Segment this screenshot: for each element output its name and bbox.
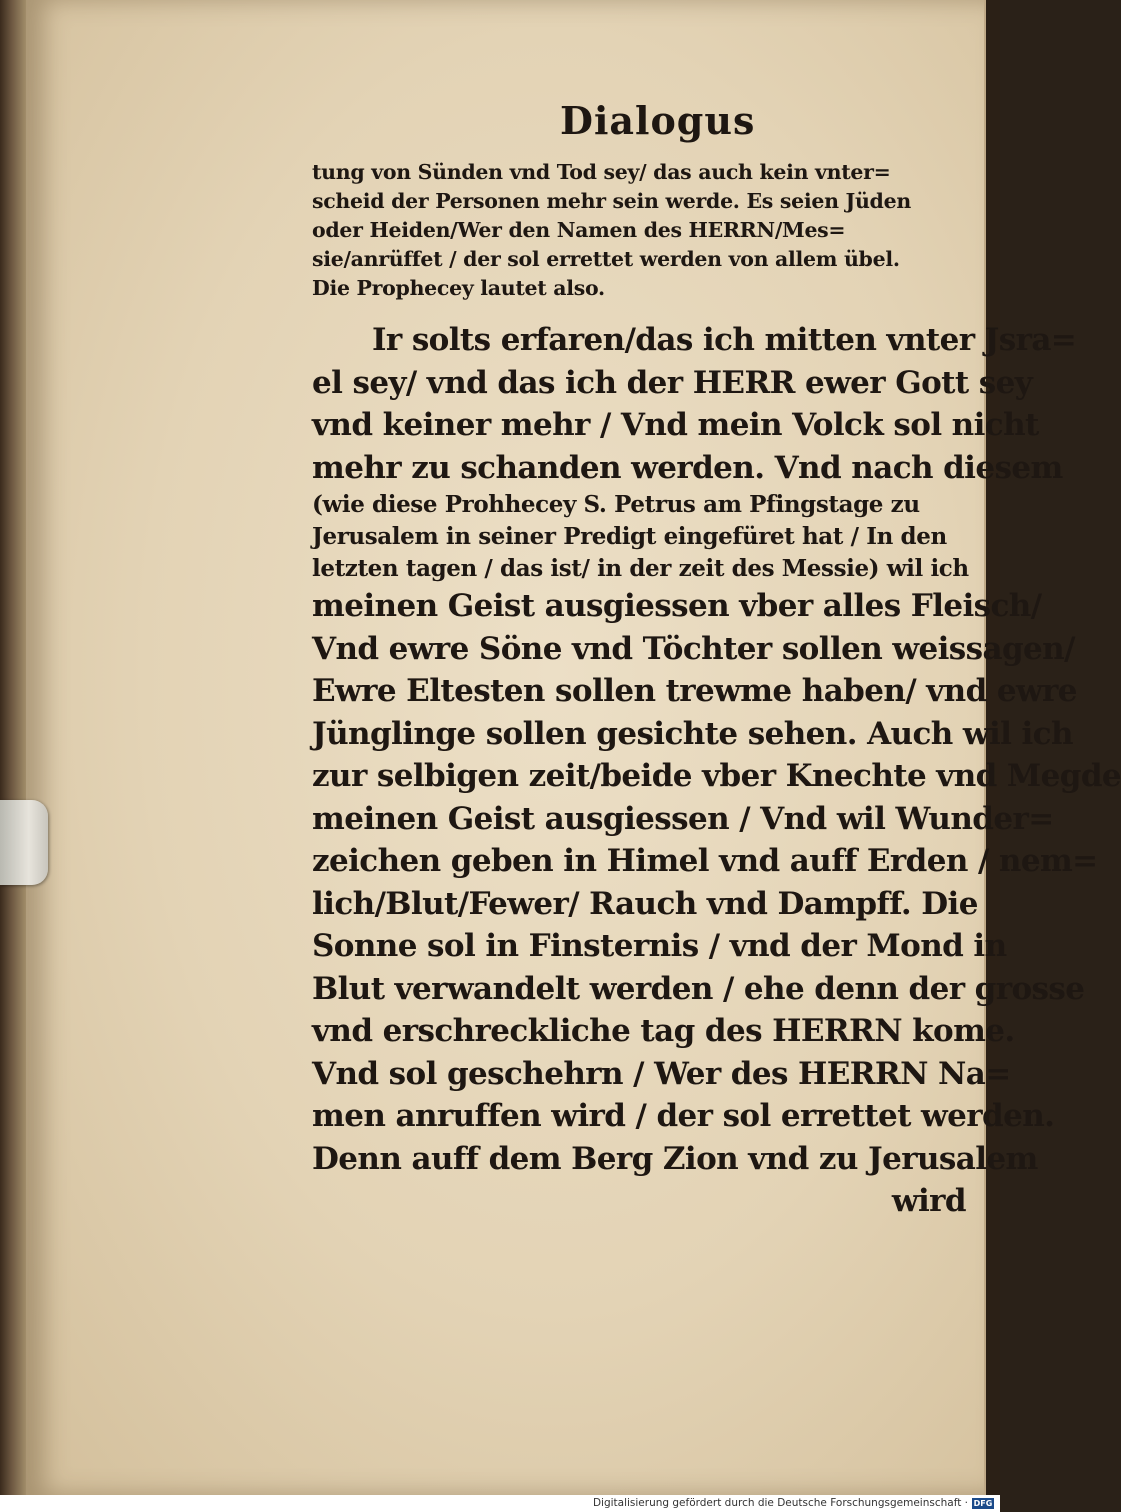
text-line: Ewre Eltesten sollen trewme haben/ vnd ewre bbox=[312, 673, 1077, 709]
book-binding bbox=[0, 0, 28, 1495]
text-line: Jerusalem in seiner Predigt eingefüret hat / In den bbox=[312, 523, 947, 550]
text-line: letzten tagen / das ist/ in der zeit des Messie) wil ich bbox=[312, 555, 969, 582]
text-line: Ir solts erfaren/das ich mitten vnter Jsra= bbox=[372, 322, 1077, 358]
running-header: Dialogus bbox=[560, 98, 756, 143]
text-line: tung von Sünden vnd Tod sey/ das auch kein vnter= bbox=[312, 160, 891, 184]
page-clip bbox=[0, 800, 48, 885]
text-line: el sey/ vnd das ich der HERR ewer Gott sey bbox=[312, 364, 1033, 401]
text-line: men anruffen wird / der sol errettet werden. bbox=[312, 1098, 1055, 1134]
text-line: vnd erschreckliche tag des HERRN kome. bbox=[312, 1013, 1015, 1049]
catchword: wird bbox=[891, 1183, 966, 1219]
text-line: Vnd sol geschehrn / Wer des HERRN Na= bbox=[312, 1055, 1011, 1092]
text-line: Vnd ewre Söne vnd Töchter sollen weissagen/ bbox=[312, 630, 1075, 667]
text-line: Sonne sol in Finsternis / vnd der Mond in bbox=[312, 928, 1007, 964]
text-line: Blut verwandelt werden / ehe denn der grosse bbox=[312, 970, 1085, 1007]
text-line: meinen Geist ausgiessen vber alles Fleisch/ bbox=[312, 588, 1042, 624]
text-line: mehr zu schanden werden. Vnd nach diesem bbox=[312, 449, 1063, 486]
body-text bbox=[312, 158, 1121, 1223]
text-line: Die Prophecey lautet also. bbox=[312, 276, 605, 300]
text-line: zur selbigen zeit/beide vber Knechte vnd Megde bbox=[312, 758, 1121, 794]
text-line: vnd keiner mehr / Vnd mein Volck sol nicht bbox=[312, 407, 1039, 443]
text-line: Jünglinge sollen gesichte sehen. Auch wil ich bbox=[312, 715, 1073, 752]
text-line: zeichen geben in Himel vnd auff Erden / nem= bbox=[312, 843, 1098, 879]
dfg-logo: DFG bbox=[973, 1499, 993, 1508]
footer-bar bbox=[0, 1495, 1000, 1512]
text-line: lich/Blut/Fewer/ Rauch vnd Dampff. Die bbox=[312, 885, 978, 922]
text-line: Denn auff dem Berg Zion vnd zu Jerusalem bbox=[312, 1140, 1038, 1177]
funding-notice: Digitalisierung gefördert durch die Deutsche Forschungsgemeinschaft · bbox=[592, 1497, 968, 1509]
text-line: meinen Geist ausgiessen / Vnd wil Wunder= bbox=[312, 800, 1054, 837]
prophecy-paragraph bbox=[312, 319, 1077, 489]
intro-paragraph bbox=[312, 158, 972, 303]
parenthetical-note bbox=[312, 489, 972, 585]
text-line: (wie diese Prohhecey S. Petrus am Pfingstage zu bbox=[312, 491, 920, 518]
text-line: oder Heiden/Wer den Namen des HERRN/Mes= bbox=[312, 218, 846, 242]
prophecy-continued bbox=[312, 585, 1121, 1223]
text-line: sie/anrüffet / der sol errettet werden von allem übel. bbox=[312, 247, 900, 271]
text-line: scheid der Personen mehr sein werde. Es seien Jüden bbox=[312, 189, 911, 213]
